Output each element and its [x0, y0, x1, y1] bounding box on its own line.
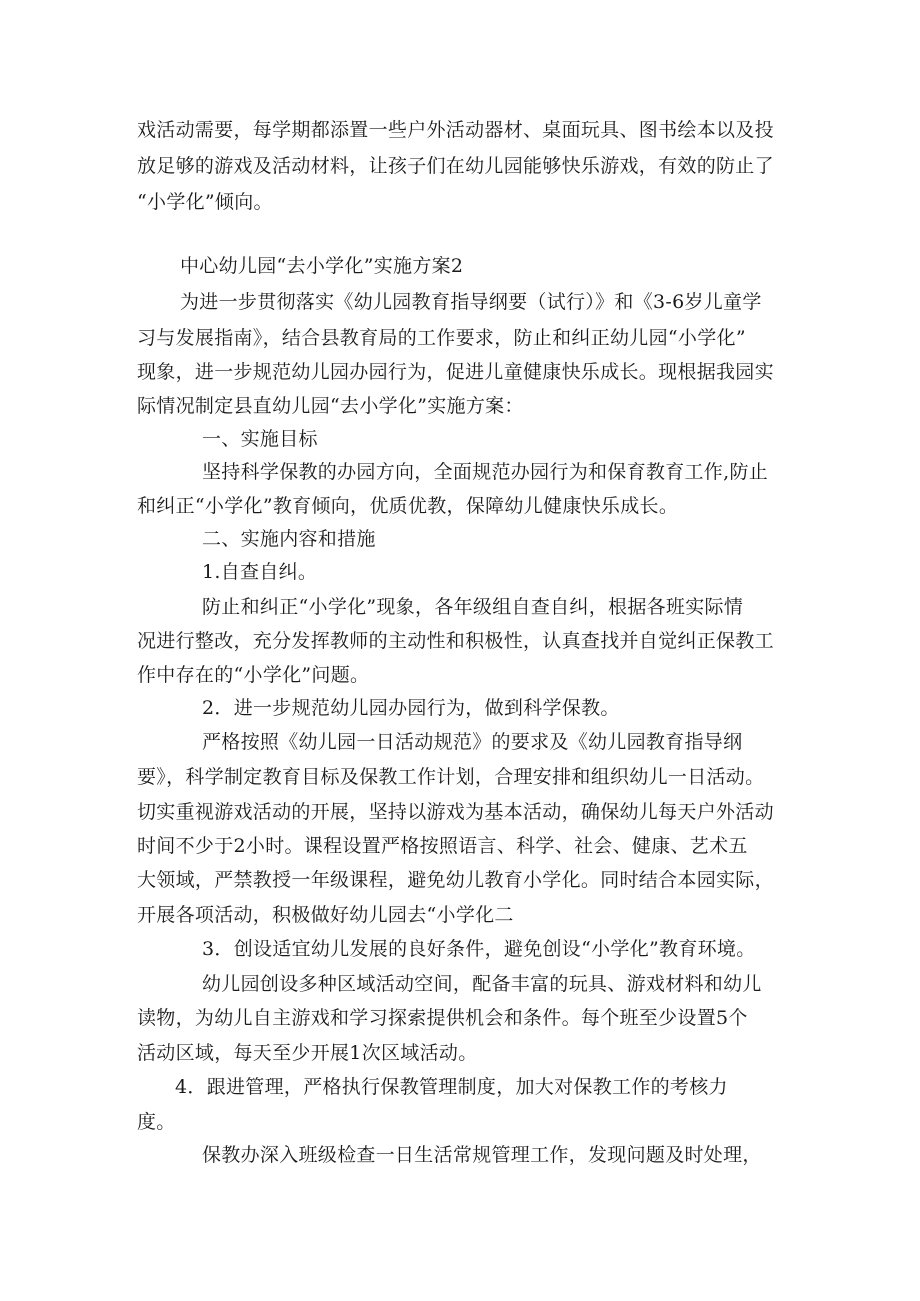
item-2-line: 时间不少于2小时。课程设置严格按照语言、科学、社会、健康、艺术五 — [137, 835, 748, 857]
item-3-line: 活动区域，每天至少开展1次区域活动。 — [137, 1042, 478, 1064]
preamble-line: 际情况制定县直幼儿园“去小学化”实施方案： — [137, 395, 524, 417]
intro-line: 放足够的游戏及活动材料，让孩子们在幼儿园能够快乐游戏，有效的防止了 — [137, 155, 774, 177]
item-2-line: 要》，科学制定教育目标及保教工作计划，合理安排和组织幼儿一日活动。 — [137, 766, 765, 788]
item-2-line: 严格按照《幼儿园一日活动规范》的要求及《幼儿园教育指导纲 — [202, 731, 743, 753]
item-1-title: 1.自查自纠。 — [202, 561, 318, 583]
intro-line: “小学化”倾向。 — [137, 191, 273, 213]
heading-measures: 二、实施内容和措施 — [202, 528, 376, 550]
section-title: 中心幼儿园“去小学化”实施方案2 — [180, 255, 464, 277]
preamble-line: 为进一步贯彻落实《幼儿园教育指导纲要（试行）》和《3-6岁儿童学 — [180, 291, 762, 313]
heading-goals: 一、实施目标 — [202, 428, 318, 450]
item-1-line: 防止和纠正“小学化”现象，各年级组自查自纠，根据各班实际情 — [202, 596, 744, 618]
preamble-line: 现象，进一步规范幼儿园办园行为，促进儿童健康快乐成长。现根据我园实 — [137, 361, 774, 383]
item-4-title: 4．跟进管理，严格执行保教管理制度，加大对保教工作的考核力 — [175, 1076, 728, 1098]
item-2-line: 开展各项活动，积极做好幼儿园去“小学化二 — [137, 904, 514, 926]
item-3-line: 幼儿园创设多种区域活动空间，配备丰富的玩具、游戏材料和幼儿 — [202, 973, 762, 995]
item-4-line: 度。 — [137, 1111, 176, 1133]
item-3-title: 3．创设适宜幼儿发展的良好条件，避免创设“小学化”教育环境。 — [202, 938, 756, 960]
preamble-line: 习与发展指南》，结合县教育局的工作要求，防止和纠正幼儿园“小学化” — [137, 327, 746, 349]
item-2-title: 2．进一步规范幼儿园办园行为，做到科学保教。 — [202, 697, 620, 719]
goal-line: 和纠正“小学化”教育倾向，优质优教，保障幼儿健康快乐成长。 — [137, 495, 679, 517]
item-1-line: 作中存在的“小学化”问题。 — [137, 664, 370, 686]
intro-line: 戏活动需要，每学期都添置一些户外活动器材、桌面玩具、图书绘本以及投 — [137, 119, 774, 141]
item-1-line: 况进行整改，充分发挥教师的主动性和积极性，认真查找并自觉纠正保教工 — [137, 630, 774, 652]
item-2-line: 大领域，严禁教授一年级课程，避免幼儿教育小学化。同时结合本园实际， — [137, 869, 774, 891]
goal-line: 坚持科学保教的办园方向，全面规范办园行为和保育教育工作,防止 — [202, 461, 769, 483]
item-2-line: 切实重视游戏活动的开展，坚持以游戏为基本活动，确保幼儿每天户外活动 — [137, 801, 774, 823]
final-line: 保教办深入班级检查一日生活常规管理工作，发现问题及时处理， — [202, 1144, 762, 1166]
item-3-line: 读物，为幼儿自主游戏和学习探索提供机会和条件。每个班至少设置5个 — [137, 1007, 748, 1029]
